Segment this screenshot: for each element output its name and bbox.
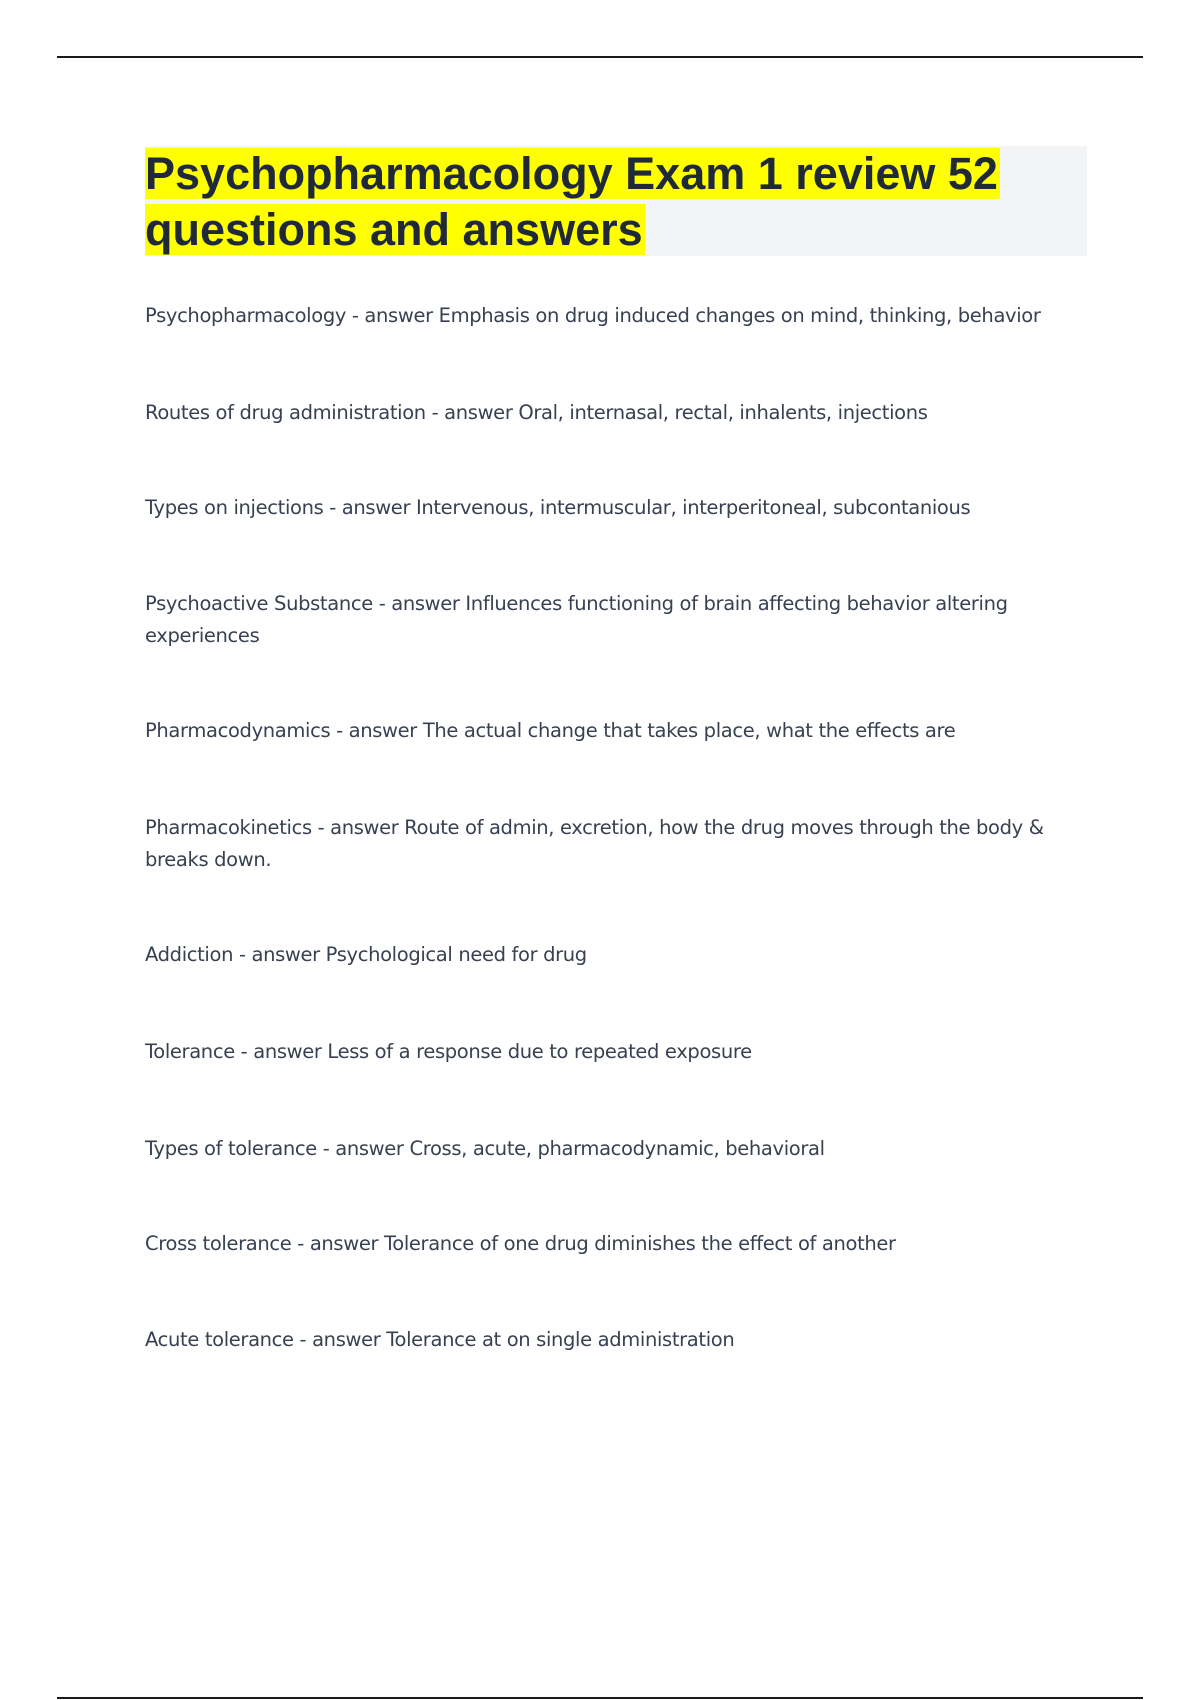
qa-item: Types of tolerance - answer Cross, acute, pharmacodynamic, behavioral — [145, 1137, 825, 1160]
qa-item: Types on injections - answer Intervenous, intermuscular, interperitoneal, subcontanious — [145, 496, 971, 519]
title-highlight: Psychopharmacology Exam 1 review 52 questions and answers — [145, 148, 998, 255]
qa-item: Psychopharmacology - answer Emphasis on drug induced changes on mind, thinking, behavior — [145, 304, 1041, 327]
document-title — [145, 146, 1087, 258]
qa-item: Psychoactive Substance - answer Influences functioning of brain affecting behavior altering experiences — [145, 592, 1008, 647]
bottom-rule — [57, 1697, 1143, 1699]
title-block — [145, 146, 1087, 256]
top-rule — [57, 56, 1143, 58]
qa-item: Routes of drug administration - answer Oral, internasal, rectal, inhalents, injections — [145, 401, 928, 424]
qa-item: Pharmacokinetics - answer Route of admin, excretion, how the drug moves through the body & breaks down. — [145, 816, 1044, 871]
qa-item: Cross tolerance - answer Tolerance of one drug diminishes the effect of another — [145, 1232, 896, 1255]
qa-item: Pharmacodynamics - answer The actual change that takes place, what the effects are — [145, 719, 956, 742]
qa-item: Addiction - answer Psychological need for drug — [145, 943, 587, 966]
qa-item: Acute tolerance - answer Tolerance at on single administration — [145, 1328, 735, 1351]
qa-item: Tolerance - answer Less of a response due to repeated exposure — [145, 1040, 752, 1063]
